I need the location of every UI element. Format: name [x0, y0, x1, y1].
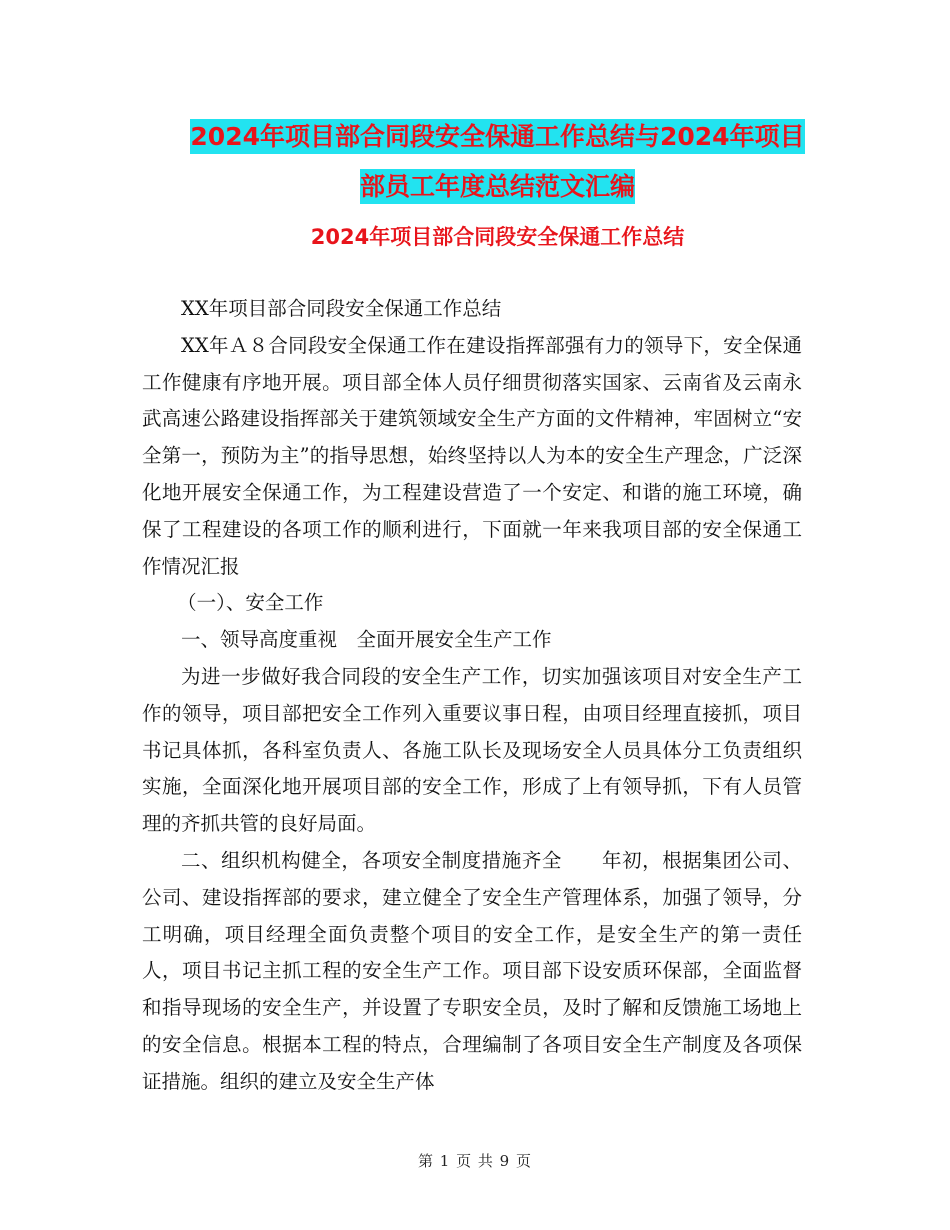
- document-title: [140, 112, 855, 212]
- paragraph-heading-leadership: 一、领导高度重视 全面开展安全生产工作: [181, 628, 552, 652]
- paragraph-heading-safety: （一）、安全工作: [177, 591, 324, 615]
- paragraph-organization: 二、组织机构健全，各项安全制度措施齐全 年初，根据集团公司、公司、建设指挥部的要求，建立健全了安全生产管理体系，加强了领导，分工明确，项目经理全面负责整个项目的安全工作，是安全生产的第一责任人，项目书记主抓工程的安全生产工作。项目部下设安质环保部，全面监督和指导现场的安全生产，并设置了专职安全员，及时了解和反馈施工场地上的安全信息。根据本工程的特点，合理编制了各项目安全生产制度及各项保证措施。组织的建立及安全生产体: [142, 848, 802, 1093]
- page-footer: 第 1 页 共 9 页: [418, 1152, 532, 1170]
- title-line-2: 部员工年度总结范文汇编: [360, 169, 635, 204]
- paragraph-intro: XX年Ａ８合同段安全保通工作在建设指挥部强有力的领导下，安全保通工作健康有序地开展。项目部全体人员仔细贯彻落实国家、云南省及云南永武高速公路建设指挥部关于建筑领域安全生产方面的文件精神，牢固树立“安全第一，预防为主”的指导思想，始终坚持以人为本的安全生产理念，广泛深化地开展安全保通工作，为工程建设营造了一个安定、和谐的施工环境，确保了工程建设的各项工作的顺利进行，下面就一年来我项目部的安全保通工作情况汇报: [142, 333, 802, 578]
- paragraph-subtitle: XX年项目部合同段安全保通工作总结: [181, 297, 502, 320]
- document-body: [142, 291, 802, 1101]
- title-line-1: 2024年项目部合同段安全保通工作总结与2024年项目: [190, 119, 804, 154]
- paragraph-leadership: 为进一步做好我合同段的安全生产工作，切实加强该项目对安全生产工作的领导，项目部把安全工作列入重要议事日程，由项目经理直接抓，项目书记具体抓，各科室负责人、各施工队长及现场安全人员具体分工负责组织实施，全面深化地开展项目部的安全工作，形成了上有领导抓，下有人员管理的齐抓共管的良好局面。: [142, 664, 802, 836]
- section-title: 2024年项目部合同段安全保通工作总结: [310, 225, 685, 249]
